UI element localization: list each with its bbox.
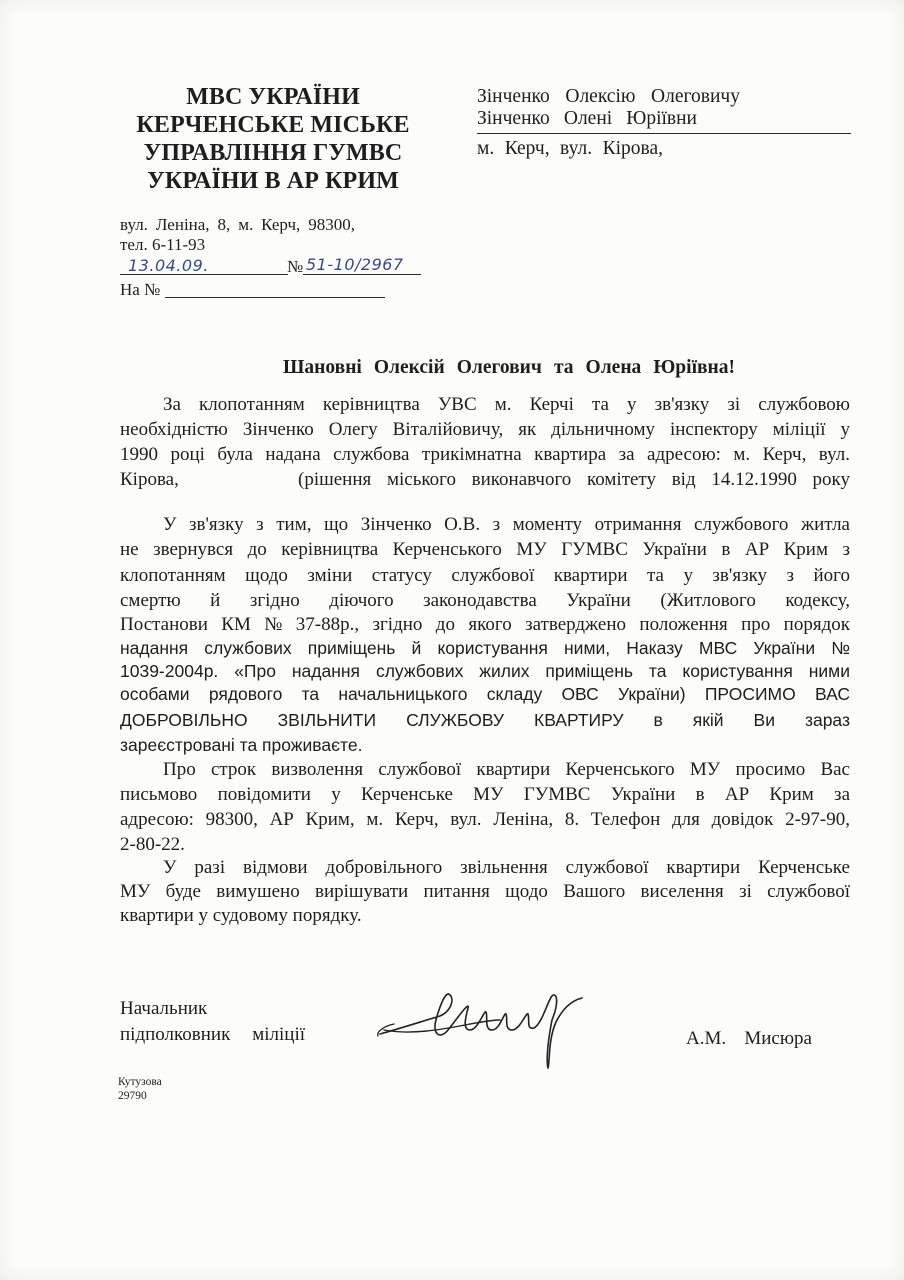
body-line: 1039-2004р. «Про надання службових жилих приміщень та користування ними — [120, 661, 850, 681]
body-line: надання службових приміщень й користування ними, Наказу МВС України № — [120, 638, 850, 658]
signatory-rank: підполковник міліції — [120, 1024, 305, 1045]
body-line: (рішення міського виконавчого комітету від 14.12.1990 року — [298, 469, 850, 490]
reply-underline — [165, 297, 385, 298]
body-line: адресою: 98300, АР Крим, м. Керч, вул. Леніна, 8. Телефон для довідок 2-97-90, — [120, 809, 850, 830]
org-line-4: УКРАЇНИ В АР КРИМ — [147, 168, 399, 194]
org-line-2: КЕРЧЕНСЬКЕ МІСЬКЕ — [136, 112, 410, 138]
body-line: У зв'язку з тим, що Зінченко О.В. з моменту отримання службового житла — [163, 514, 850, 535]
body-line: Постанови КМ № 37-88р., згідно до якого затверджено положення про порядок — [120, 614, 850, 635]
body-line: 1990 році була надана службова трикімнатна квартира за адресою: м. Керч, вул. — [120, 444, 850, 465]
org-address: вул. Леніна, 8, м. Керч, 98300, — [120, 215, 355, 234]
handwritten-signature — [370, 980, 590, 1080]
body-line: письмово повідомити у Керченське МУ ГУМВС України в АР Крим за — [120, 784, 850, 805]
org-phone: тел. 6-11-93 — [120, 235, 206, 254]
recipient-line-1: Зінченко Олексію Олеговичу — [477, 86, 740, 107]
body-line: За клопотанням керівництва УВС м. Керчі та у зв'язку зі службовою — [163, 394, 850, 415]
salutation: Шановні Олексій Олегович та Олена Юріївна! — [283, 357, 735, 378]
date-underline — [120, 274, 288, 275]
body-line: У разі відмови добровільного звільнення службової квартири Керченське — [163, 857, 850, 878]
signatory-title: Начальник — [120, 998, 208, 1019]
body-line: 2-80-22. — [120, 834, 185, 855]
body-line: ДОБРОВІЛЬНО ЗВІЛЬНИТИ СЛУЖБОВУ КВАРТИРУ в якій Ви зараз — [120, 710, 850, 730]
executor-phone: 29790 — [118, 1090, 147, 1102]
recipient-line-2: Зінченко Олені Юріївни — [477, 108, 697, 129]
body-line: зареєстровані та проживаєте. — [120, 735, 363, 755]
number-underline — [303, 274, 421, 275]
recipient-underline — [477, 133, 851, 134]
org-line-1: МВС УКРАЇНИ — [186, 84, 360, 110]
outgoing-date-handwritten: 13.04.09. — [128, 256, 209, 275]
body-line: необхідністю Зінченко Олегу Віталійовичу, як дільничному інспектору міліції у — [120, 419, 850, 440]
signatory-name: А.М. Мисюра — [686, 1028, 812, 1049]
recipient-address: м. Керч, вул. Кірова, — [477, 138, 663, 159]
body-line: клопотанням щодо зміни статусу службової квартири та у зв'язку з його — [120, 565, 850, 586]
body-line: не звернувся до керівництва Керченського МУ ГУМВС України в АР Крим з — [120, 539, 850, 560]
body-line: квартири у судовому порядку. — [120, 905, 362, 926]
executor-name: Кутузова — [118, 1076, 162, 1088]
body-line: Про строк визволення службової квартири Керченського МУ просимо Вас — [163, 759, 850, 780]
body-line: Кірова, — [120, 469, 179, 490]
org-line-3: УПРАВЛІННЯ ГУМВС — [143, 140, 403, 166]
body-line: смертю й згідно діючого законодавства України (Житлового кодексу, — [120, 590, 850, 611]
outgoing-number-handwritten: 51-10/2967 — [306, 255, 404, 274]
body-line: особами рядового та начальницького складу ОВС України) ПРОСИМО ВАС — [120, 684, 850, 704]
reply-label: На № — [120, 280, 161, 299]
number-label: № — [287, 257, 304, 276]
body-line: МУ буде вимушено вирішувати питання щодо Вашого виселення зі службової — [120, 881, 850, 902]
